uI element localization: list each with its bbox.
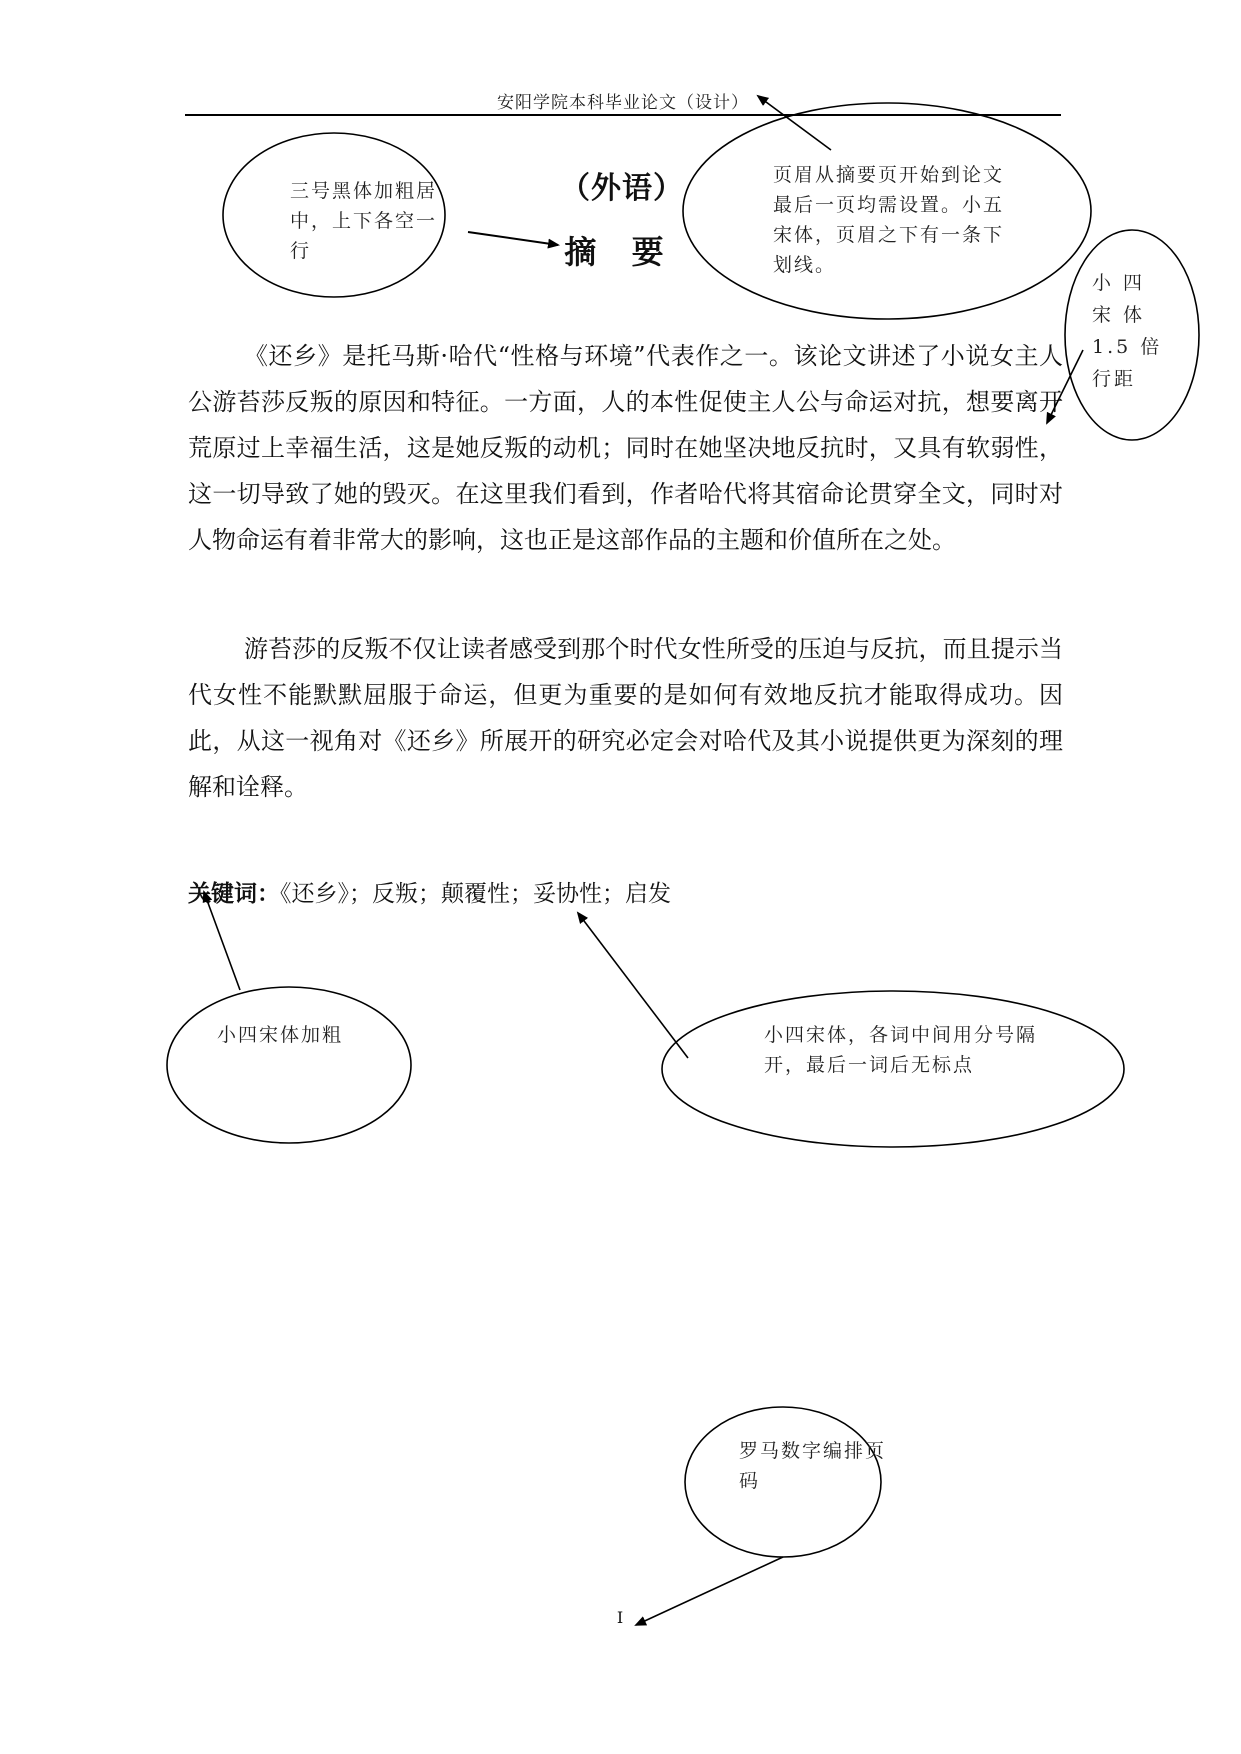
body-format-note: 小 四 宋 体 1.5 倍 行距 — [1092, 272, 1163, 390]
page-header: 安阳学院本科毕业论文（设计） — [497, 93, 749, 113]
keyword-list-callout-arrow — [578, 913, 688, 1058]
title-format-note: 三号黑体加粗居中，上下各空一行 — [290, 180, 438, 262]
body-callout-arrow — [1047, 350, 1083, 423]
keywords-list: 《还乡》；反叛；颠覆性；妥协性；启发 — [280, 881, 671, 907]
page-number-callout-arrow — [636, 1557, 783, 1625]
page-number: I — [616, 1608, 624, 1627]
title-language-tag: （外语） — [560, 171, 684, 206]
keyword-label-callout-arrow — [204, 892, 240, 990]
keywords-label: 关键词： — [188, 881, 280, 907]
page-number-format-note: 罗马数字编排页码 — [739, 1440, 887, 1492]
abstract-paragraph-2: 游苔莎的反叛不仅让读者感受到那个时代女性所受的压迫与反抗，而且提示当代女性不能默默屈服于命运，但更为重要的是如何有效地反抗才能取得成功。因此，从这一视角对《还乡》所展开的研究必定会对哈代及其小说提供更为深刻的理解和诠释。 — [188, 635, 1063, 801]
keyword-list-format-note: 小四宋体，各词中间用分号隔开，最后一词后无标点 — [764, 1024, 1038, 1076]
header-format-note: 页眉从摘要页开始到论文最后一页均需设置。小五宋体，页眉之下有一条下划线。 — [773, 164, 1005, 276]
abstract-title: 摘 要 — [564, 233, 676, 271]
abstract-paragraph-1: 《还乡》是托马斯·哈代“性格与环境”代表作之一。该论文讲述了小说女主人公游苔莎反叛的原因和特征。一方面，人的本性促使主人公与命运对抗，想要离开荒原过上幸福生活，这是她反叛的动机；同时在她坚决地反抗时，又具有软弱性，这一切导致了她的毁灭。在这里我们看到，作者哈代将其宿命论贯穿全文，同时对人物命运有着非常大的影响，这也正是这部作品的主题和价值所在之处。 — [188, 342, 1063, 554]
keyword-label-callout — [167, 987, 411, 1143]
title-callout-arrow — [468, 232, 558, 245]
keyword-label-format-note: 小四宋体加粗 — [217, 1024, 344, 1046]
